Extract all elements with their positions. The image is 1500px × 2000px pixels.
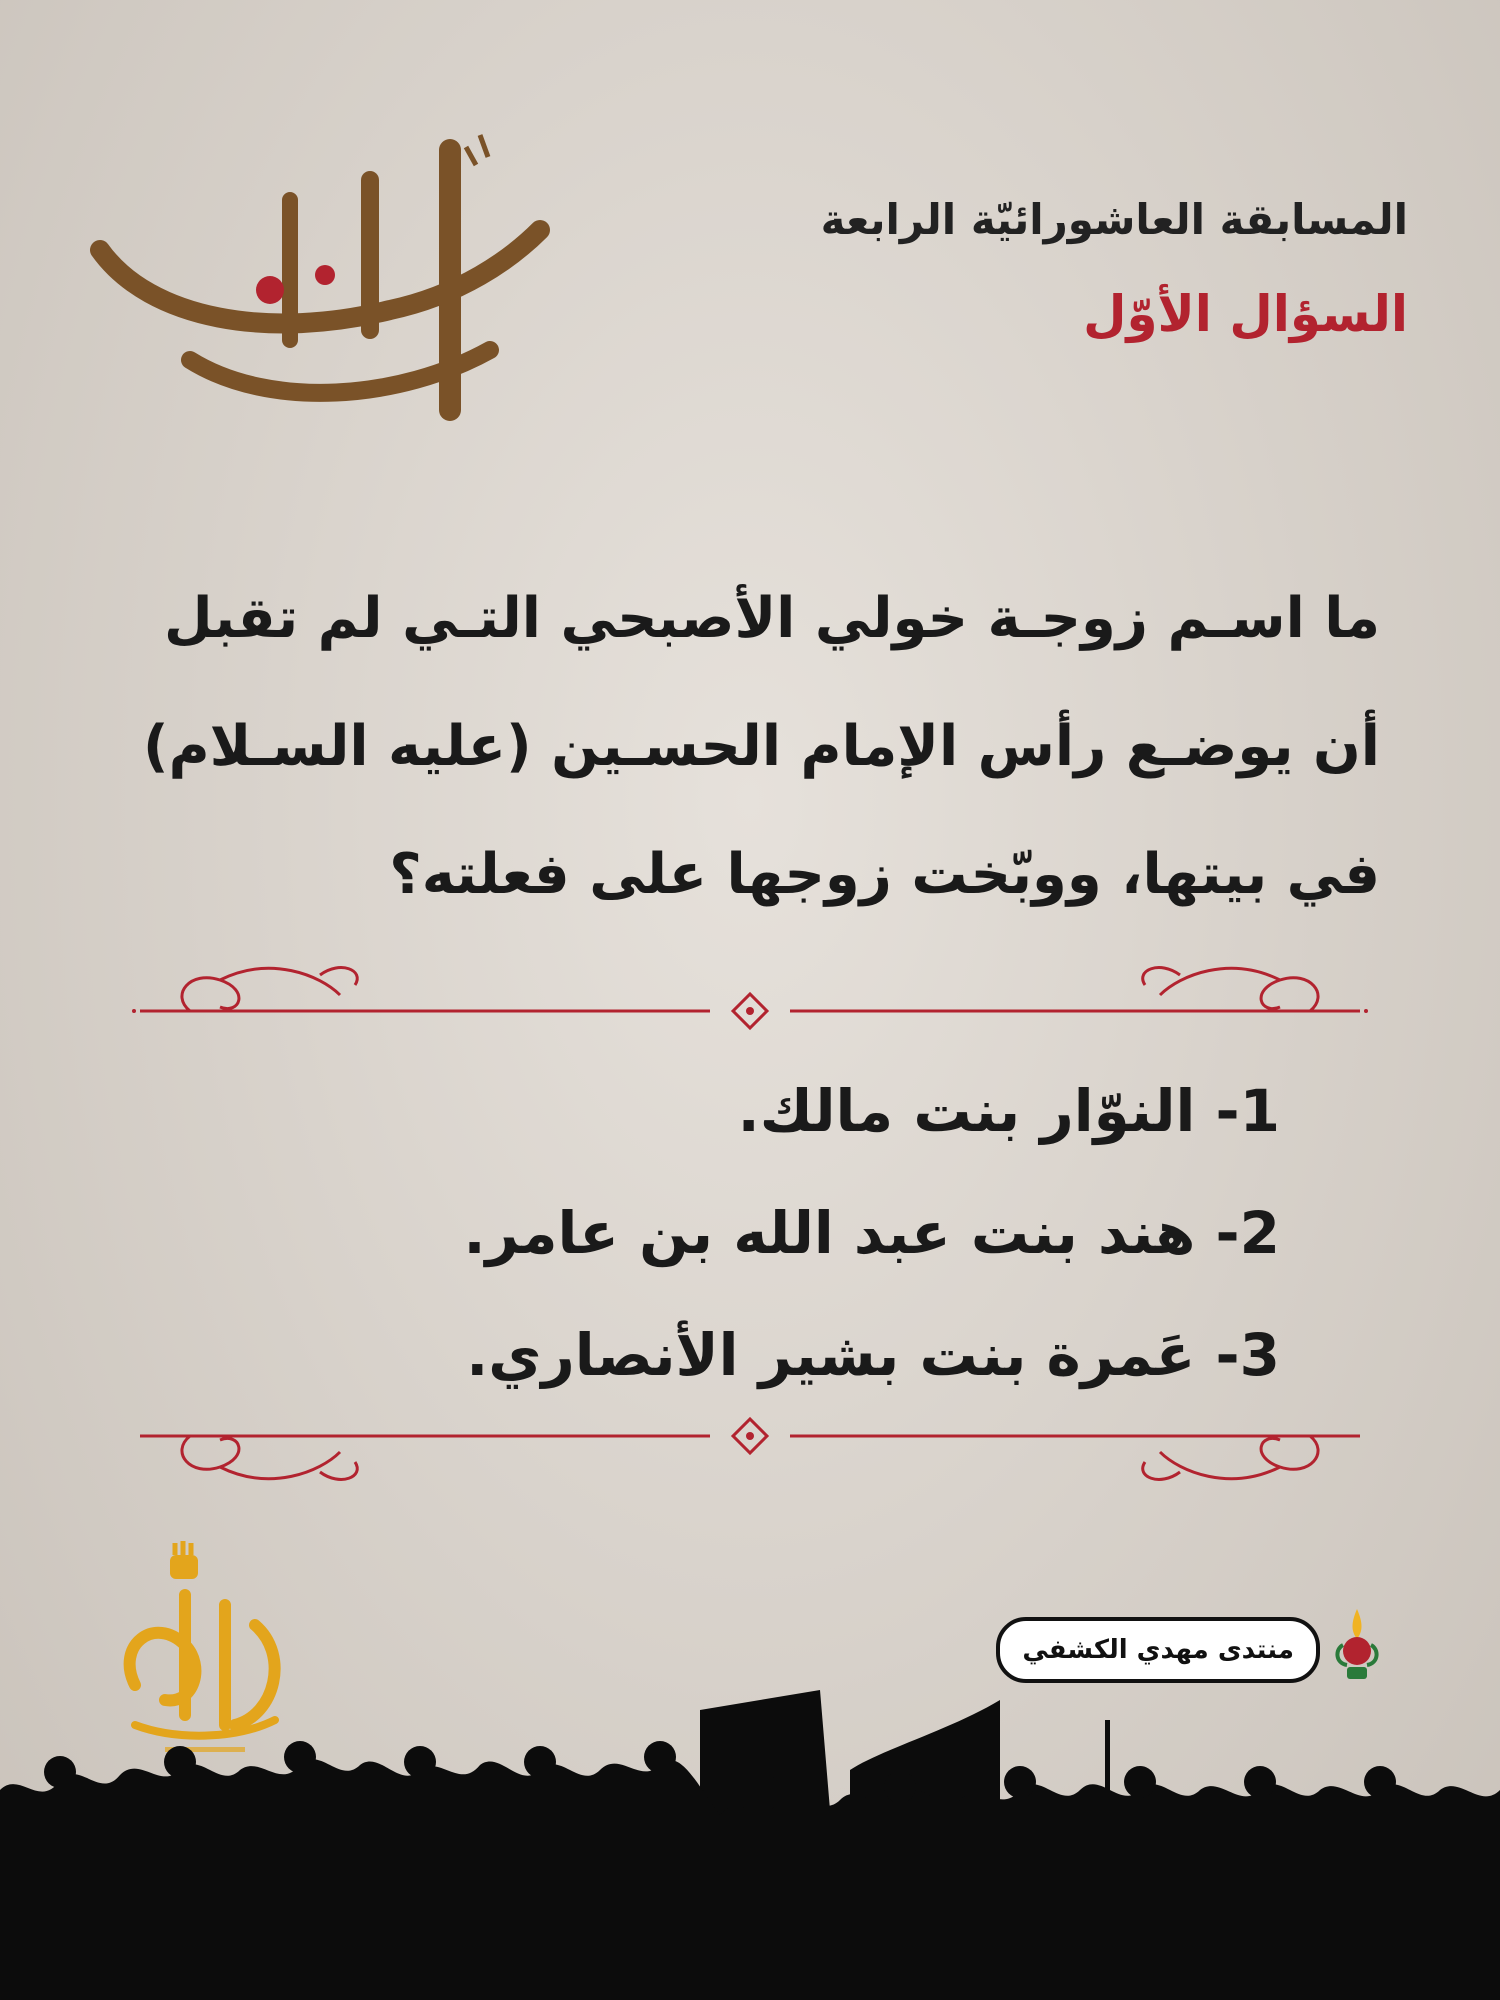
answer-option-1: 1- النوّار بنت مالك. bbox=[737, 1077, 1280, 1145]
question-line: في بيتها، ووبّخت زوجها على فعلته؟ bbox=[389, 842, 1380, 907]
question-line: أن يوضـع رأس الإمام الحسـين (عليه السـلام) bbox=[143, 714, 1380, 779]
ornament-divider-top bbox=[130, 935, 1370, 1055]
competition-title: المسابقة العاشورائيّة الرابعة bbox=[820, 195, 1408, 244]
question-line: ما اسـم زوجـة خولي الأصبحي التـي لم تقبل bbox=[163, 586, 1380, 651]
answer-options bbox=[130, 1050, 1280, 1416]
ornament-divider-bottom bbox=[130, 1380, 1370, 1500]
question-text bbox=[130, 555, 1380, 939]
answer-option-2: 2- هند بنت عبد الله بن عامر. bbox=[463, 1199, 1280, 1267]
event-calligraphy-logo bbox=[70, 110, 590, 450]
crowd-silhouette bbox=[0, 1640, 1500, 2000]
forum-name-badge: منتدى مهدي الكشفي bbox=[996, 1617, 1320, 1683]
question-number-heading: السؤال الأوّل bbox=[1083, 285, 1408, 343]
answer-option-3: 3- عَمرة بنت بشير الأنصاري. bbox=[466, 1321, 1280, 1389]
